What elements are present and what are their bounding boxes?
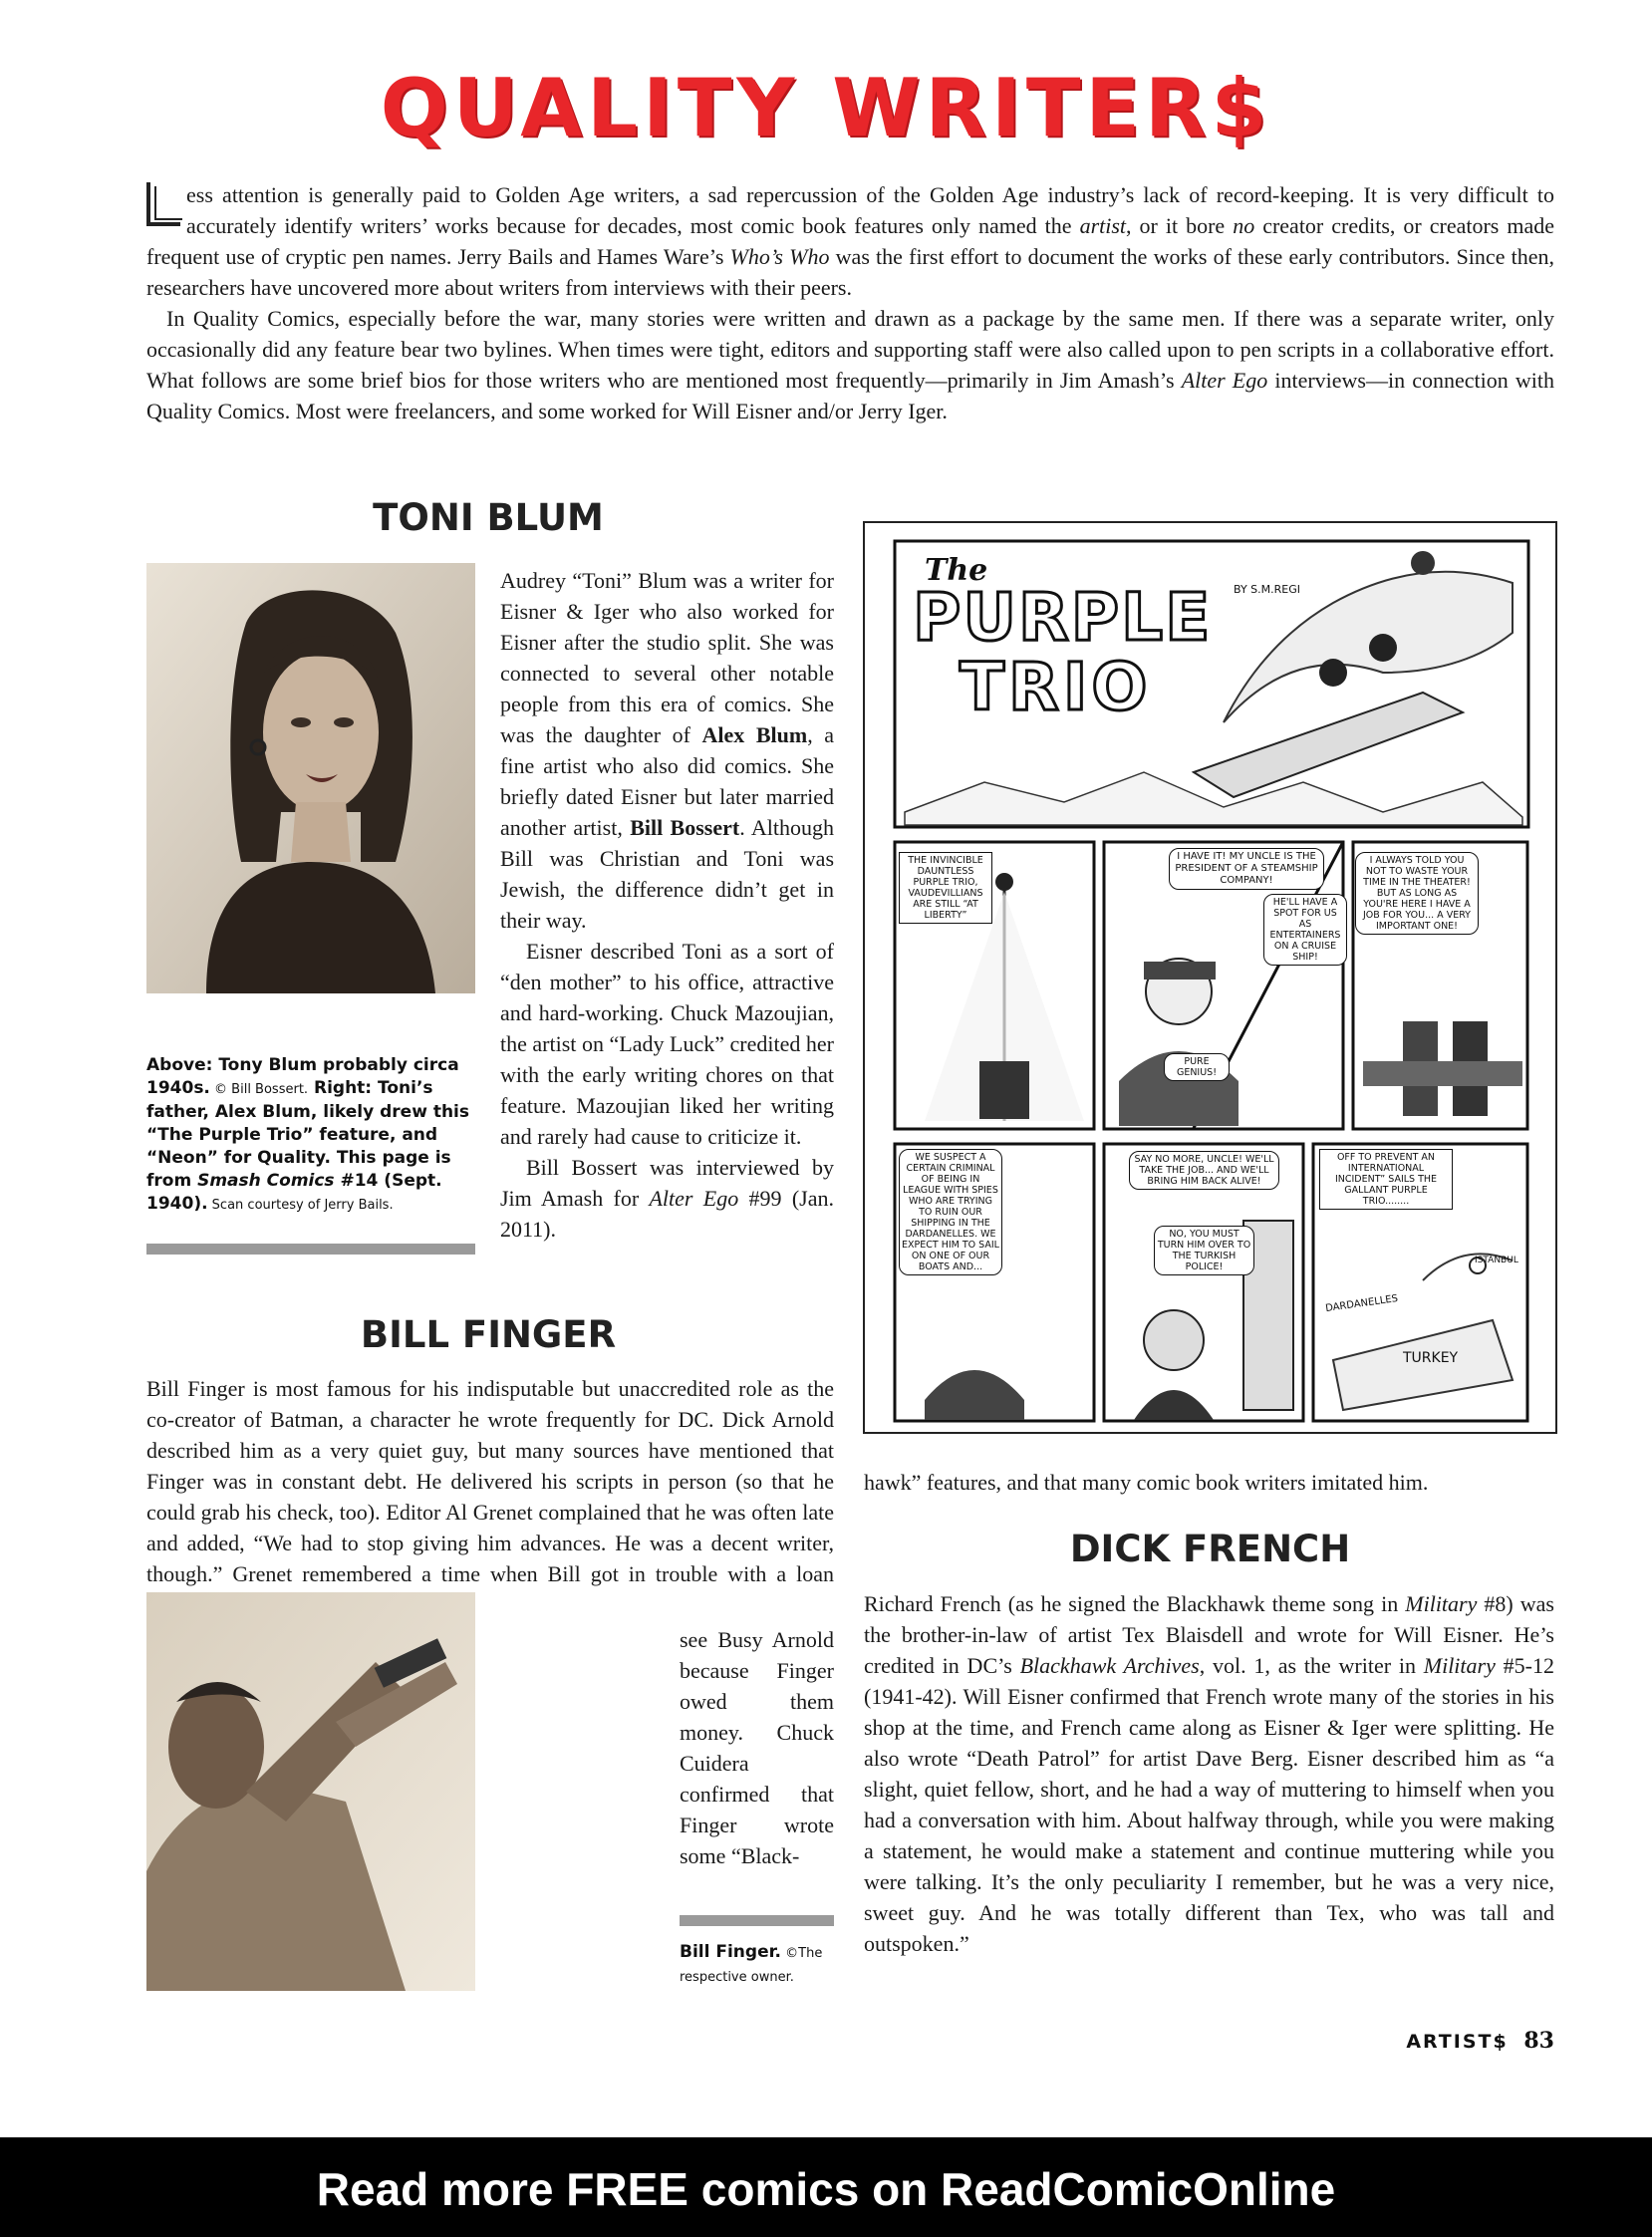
comic-balloon-6: WE SUSPECT A CERTAIN CRIMINAL OF BEING IN LEAGUE WITH SPIES WHO ARE TRYING TO RUIN OUR SHIPPING IN THE DARDANELLES. WE EXPECT HIM TO SAIL ON ONE OF OUR BOATS AND... [899, 1149, 1002, 1275]
comic-balloon-5: I ALWAYS TOLD YOU NOT TO WASTE YOUR TIME IN THE THEATER! BUT AS LONG AS YOU'RE HERE I HAVE A JOB FOR YOU... A VERY IMPORTANT ONE! [1355, 852, 1479, 935]
comic-balloon-8: NO, YOU MUST TURN HIM OVER TO THE TURKISH POLICE! [1154, 1226, 1254, 1275]
bill-finger-image [146, 1592, 475, 1991]
footer-banner-text[interactable]: Read more FREE comics on ReadComicOnline [316, 2163, 1336, 2215]
finger-caption-divider [680, 1915, 834, 1926]
comic-title-trio: TRIO [960, 649, 1152, 725]
bill-finger-caption: Bill Finger. ©The respective owner. [680, 1942, 823, 1985]
drop-cap-l [146, 182, 180, 226]
section-label: ARTIST$ [1406, 2031, 1509, 2053]
comic-caption-9: OFF TO PREVENT AN INTERNATIONAL INCIDENT” SAILS THE GALLANT PURPLE TRIO........ [1319, 1149, 1453, 1210]
comic-balloon-2: I HAVE IT! MY UNCLE IS THE PRESIDENT OF A STEAMSHIP COMPANY! [1169, 848, 1324, 890]
dick-french-heading: DICK FRENCH [1069, 1528, 1351, 1570]
toni-blum-heading: TONI BLUM [373, 496, 604, 539]
bill-finger-heading: BILL FINGER [360, 1313, 617, 1356]
bill-finger-photo [146, 1592, 475, 1991]
intro-paragraph-2: In Quality Comics, especially before the war, many stories were written and drawn as a package by the same men. If there was a separate writer, only occasionally did any feature bear two bylines. When times were tight, editors and supporting staff were also called upon to pen scripts in a collaborative effort. What follows are some brief bios for those writers who are mentioned most frequently—primarily in Jim Amash’s Alter Ego interviews—in connection with Quality Comics. Most were freelancers, and some worked for Will Eisner and/or Jerry Iger. [146, 306, 1554, 423]
bill-finger-paragraph: Bill Finger is most famous for his indisputable but unaccredited role as the co-creator of Batman, a character he wrote frequently for DC. Dick Arnold described him as a very quiet guy, but many sources have mentioned that Finger was in constant debt. He delivered his scripts in person (so that he could grab his check, too). Editor Al Grenet complained that he was often late and added, “We had to stop giving him advances. He was a decent writer, though.” Grenet remembered a time when Bill got in trouble with a loan [146, 1376, 834, 1586]
comic-title-purple: PURPLE [913, 579, 1213, 656]
comic-title-the: The [925, 553, 988, 588]
page-title: QUALITY WRITER$ [380, 62, 1272, 154]
map-label-turkey: TURKEY [1403, 1350, 1459, 1366]
toni-paragraph-2: Eisner described Toni as a sort of “den mother” to his office, attractive and hard-working. Chuck Mazoujian, the artist on “Lady Luck” credited her with the early writing chores on that feature. Mazoujian liked her writing and rarely had cause to criticize it. [500, 939, 834, 1149]
toni-blum-caption: Above: Tony Blum probably circa 1940s. © Bill Bossert. Right: Toni’s father, Alex Blum, likely drew this “The Purple Trio” feature, and “Neon” for Quality. This page is from Smash Comics #14 (Sept. 1940). Scan courtesy of Jerry Bails. [146, 1055, 470, 1214]
dick-french-paragraph: Richard French (as he signed the Blackhawk theme song in Military #8) was the brother-in-law of artist Tex Blaisdell and wrote for Will Eisner. He’s credited in DC’s Blackhawk Archives, vol. 1, as the writer in Military #5-12 (1941-42). Will Eisner confirmed that French wrote many of the stories in his shop at the time, and French came along as Eisner & Iger were splitting. He also wrote “Death Patrol” for artist Dave Berg. Eisner described him as “a slight, quiet fellow, short, and he had a way of muttering to himself when you had a conversation with him. About halfway through, while you were making a statement, he would make a statement and continue muttering while you were talking. It’s the only peculiarity I remember, but he was a very nice, sweet guy. And he was totally different than Tex, who was tall and outspoken.” [864, 1591, 1554, 1956]
comic-balloon-7: SAY NO MORE, UNCLE! WE'LL TAKE THE JOB... AND WE'LL BRING HIM BACK ALIVE! [1129, 1151, 1279, 1190]
comic-caption-1: THE INVINCIBLE DAUNTLESS PURPLE TRIO, VAUDEVILLIANS ARE STILL “AT LIBERTY” [899, 852, 992, 924]
intro-paragraph-1: ess attention is generally paid to Golden Age writers, a sad repercussion of the Golden Age industry’s lack of record-keeping. It is very difficult to accurately identify writers’ works because for decades, most comic book features only named the artist, or it bore no creator credits, or creators made frequent use of cryptic pen names. Jerry Bails and Hames Ware’s Who’s Who was the first effort to document the works of these early contributors. Since then, researchers have uncovered more about writers from interviews with their peers. [146, 182, 1555, 300]
bill-finger-narrow-paragraph: see Busy Arnold because Finger owed them money. Chuck Cuidera confirmed that Finger wrote some “Black- [680, 1627, 834, 1868]
map-label-istanbul: ISTANBUL [1475, 1256, 1518, 1265]
map-label-dardanelles: DARDANELLES [1324, 1292, 1399, 1315]
toni-paragraph-3: Bill Bossert was interviewed by Jim Amash for Alter Ego #99 (Jan. 2011). [500, 1155, 835, 1242]
page-number-value: 83 [1523, 2028, 1554, 2054]
toni-paragraph-1: Audrey “Toni” Blum was a writer for Eisner & Iger who also worked for Eisner after the studio split. She was connected to several other notable people from this era of comics. She was the daughter of Alex Blum, a fine artist who also did comics. She briefly dated Eisner but later married another artist, Bill Bossert. Although Bill was Christian and Toni was Jewish, the difference didn’t get in their way. [500, 568, 834, 933]
intro-section [146, 179, 1554, 426]
purple-trio-comic-page [863, 521, 1557, 1434]
page-number [1406, 2028, 1554, 2054]
bill-finger-continued: hawk” features, and that many comic book writers imitated him. [864, 1470, 1429, 1495]
toni-blum-body [500, 565, 834, 1245]
caption-divider [146, 1244, 475, 1255]
comic-balloon-4: PURE GENIUS! [1164, 1053, 1230, 1081]
comic-byline: BY S.M.REGI [1234, 583, 1300, 596]
comic-balloon-3: HE'LL HAVE A SPOT FOR US AS ENTERTAINERS ON A CRUISE SHIP! [1263, 894, 1347, 966]
toni-blum-photo [146, 563, 475, 993]
portrait-image [146, 563, 475, 993]
